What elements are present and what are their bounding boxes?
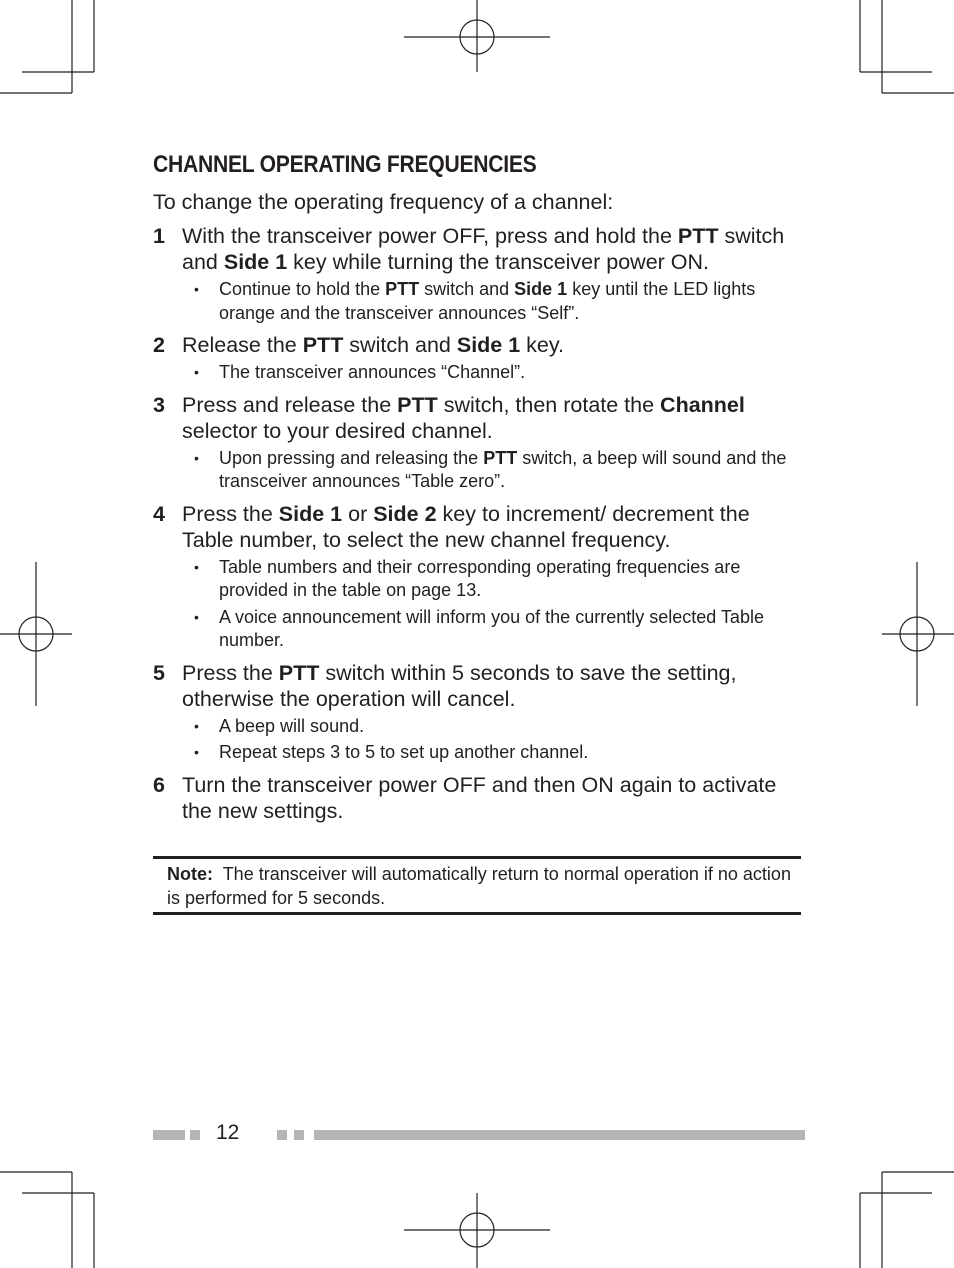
text-run: Press the: [182, 660, 279, 685]
steps-list: [153, 223, 803, 831]
bullet-icon: •: [194, 744, 199, 760]
footer-bar-dot-2: [294, 1130, 304, 1140]
text-run: With the transceiver power OFF, press and hold the: [182, 224, 678, 248]
step-item: [153, 660, 803, 765]
step-number: 5: [153, 660, 165, 685]
text-run: Release the: [182, 333, 303, 357]
text-run: Table numbers and their corresponding operating frequencies are provided in the table on page 13.: [219, 556, 741, 600]
text-run: Continue to hold the: [219, 279, 386, 299]
note-label: Note:: [167, 864, 213, 884]
bold-term: PTT: [385, 279, 420, 299]
bullet-item: [182, 606, 803, 653]
bullet-icon: •: [194, 717, 199, 734]
text-run: switch and: [182, 224, 785, 274]
text-run: switch, a beep will sound and the transceiver announces “Table zero”.: [219, 447, 787, 491]
step-number: 3: [153, 392, 165, 417]
text-run: Press and release the: [182, 392, 398, 417]
text-run: switch, then rotate the: [437, 392, 661, 417]
footer-bar-right: [314, 1130, 805, 1140]
text-run: key.: [520, 333, 565, 357]
text-run: A voice announcement will inform you of the currently selected Table number.: [219, 606, 764, 650]
note-paragraph: [167, 863, 801, 910]
bullet-icon: •: [194, 558, 199, 575]
step-number: 1: [153, 224, 165, 248]
bold-term: PTT: [483, 447, 518, 468]
bold-term: Side 2: [373, 501, 437, 526]
bullet-item: [182, 447, 803, 494]
step-bullets: [182, 361, 803, 385]
step-bullets: [182, 556, 803, 653]
bold-term: Side 1: [514, 279, 568, 299]
bullet-icon: •: [194, 449, 199, 466]
text-run: Upon pressing and releasing the: [219, 447, 484, 468]
text-run: A beep will sound.: [219, 715, 365, 736]
text-run: key to increment/ decrement the Table number, to select the new channel frequency.: [182, 501, 750, 552]
step-text: [182, 392, 803, 444]
text-run: or: [342, 501, 374, 526]
note-text: The transceiver will automatically return to normal operation if no action is performed for 5 seconds.: [167, 864, 791, 908]
bullet-item: [182, 556, 803, 603]
step-text: [182, 332, 803, 358]
step-item: [153, 501, 803, 653]
bullet-icon: •: [194, 608, 199, 625]
step-bullets: [182, 715, 803, 765]
note-box: [153, 856, 801, 915]
step-text: [182, 223, 803, 275]
intro-text: To change the operating frequency of a channel:: [153, 190, 614, 214]
bold-term: Channel: [660, 392, 745, 417]
text-run: Press the: [182, 501, 279, 526]
step-bullets: [182, 278, 803, 325]
bullet-icon: •: [194, 281, 199, 297]
text-run: switch within 5 seconds to save the setting, otherwise the operation will cancel.: [182, 660, 737, 711]
text-run: switch and: [419, 279, 515, 299]
bold-term: PTT: [397, 392, 438, 417]
step-text: [182, 660, 803, 712]
bold-term: PTT: [677, 224, 719, 248]
step-number: 2: [153, 333, 165, 357]
footer-bar-dot-1: [277, 1130, 287, 1140]
bold-term: Side 1: [223, 250, 288, 274]
page-number: 12: [216, 1121, 240, 1144]
footer-bar-left: [153, 1130, 185, 1140]
section-title: CHANNEL OPERATING FREQUENCIES: [153, 151, 537, 178]
bold-term: Side 1: [278, 501, 343, 526]
text-run: selector to your desired channel.: [182, 418, 493, 443]
step-item: [153, 392, 803, 494]
bullet-item: [182, 278, 803, 325]
bullet-item: [182, 361, 803, 385]
bold-term: PTT: [302, 333, 344, 357]
bold-term: PTT: [278, 660, 320, 685]
text-run: key while turning the transceiver power ON.: [287, 250, 710, 274]
step-text: [182, 501, 803, 553]
text-run: Turn the transceiver power OFF and then ON again to activate the new settings.: [182, 772, 777, 823]
bold-term: Side 1: [456, 333, 521, 357]
footer-bar-left-small: [190, 1130, 200, 1140]
text-run: switch and: [343, 333, 457, 357]
step-item: [153, 772, 803, 824]
bullet-icon: •: [194, 364, 199, 380]
step-item: [153, 332, 803, 385]
step-bullets: [182, 447, 803, 494]
text-run: The transceiver announces “Channel”.: [219, 362, 526, 382]
step-number: 6: [153, 772, 165, 797]
step-item: [153, 223, 803, 325]
text-run: Repeat steps 3 to 5 to set up another channel.: [219, 742, 589, 762]
bullet-item: [182, 715, 803, 739]
step-number: 4: [153, 501, 165, 526]
step-text: [182, 772, 803, 824]
text-run: key until the LED lights orange and the transceiver announces “Self”.: [219, 279, 756, 323]
bullet-item: [182, 741, 803, 765]
